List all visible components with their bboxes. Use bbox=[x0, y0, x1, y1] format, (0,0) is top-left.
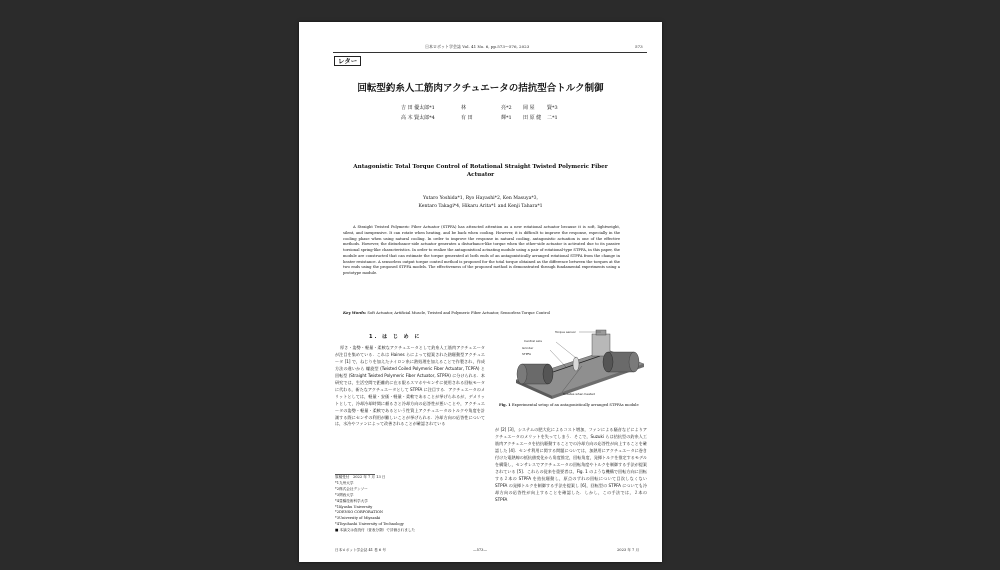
author-name: 有 田 bbox=[461, 115, 473, 121]
author-name: 二*1 bbox=[547, 115, 558, 121]
footer-date: 2023 年 7 月 bbox=[617, 548, 640, 552]
abstract: A Straight Twisted Polymeric Fiber Actuator (STPFA) has attracted attention as a new rotational actuator because it is soft, lightweight, silent, and inexpensive. It can rotate when heating, and be back when cooling. However, it is difficult to improve the response, especially in the cooling phase when using natural cooling. In order to improve the response in natural cooling, antagonistic actuation is one of the effective methods. However, the disturbance-side actuator generates a disturbance-like torque when the other-side actuator is activated due to its passive torsional spring-like characteristics. In order to realize the antagonistical actuating module using a pair of rotational-type STPFA, in this paper, the module are constructed that can estimate the torque generated at both ends of an antagonistically arranged rotational STPFA from the change in heater resistance. A sensorless output torque control method is proposed for the total torque obtained as the difference between the torques at the two ends using the proposed STPFA models. The effectiveness of the proposed method is demonstrated through fundamental experiments using a prototype module. bbox=[343, 225, 620, 275]
body-text-right bbox=[495, 427, 647, 541]
figure-label-grinder: Grinder bbox=[522, 346, 534, 350]
footnote: *1九州大学 bbox=[335, 480, 354, 485]
footnote: *4豊橋技術科学大学 bbox=[335, 498, 368, 503]
author-name: 田 原 健 bbox=[523, 115, 542, 121]
footnote: *2株式会社デンソー bbox=[335, 486, 368, 491]
figure-1-caption bbox=[499, 403, 649, 408]
figure-label-rotates-when-heated: Rotates when heated bbox=[563, 392, 595, 396]
footnote: *3University of Miyazaki bbox=[335, 516, 381, 521]
header-rule bbox=[333, 52, 647, 53]
footer-journal: 日本ロボット学会誌 41 巻 6 号 bbox=[335, 548, 386, 552]
footnote: *2DENSO CORPORATION bbox=[335, 510, 384, 515]
figure-label-stpfa: STPFA bbox=[522, 352, 532, 356]
body-text-left bbox=[335, 345, 485, 473]
figure-caption-label: Fig. 1 bbox=[499, 403, 511, 407]
author-name: 林 bbox=[461, 105, 467, 111]
figure-label-central-axis: Central axis bbox=[524, 339, 542, 343]
author-name: 高 木 賢太郎*4 bbox=[401, 115, 435, 121]
title-english: Antagonistic Total Torque Control of Rotational Straight Twisted Polymeric Fiber Actuator bbox=[353, 164, 608, 178]
author-name: 賢*3 bbox=[547, 105, 558, 111]
keywords bbox=[343, 311, 633, 317]
body-paragraph: が [2] [3]，システムの肥大化によるコスト増加，ファンによる騒音などによりアクチュエータのメリットを失ってしまう．そこで，Suzuki らは拮抗型の釣糸人工筋肉アクチュエータを拮抗駆動することでの冷却方向の応答性が向上することを確認した [4]．センサ利用に関する問題については，加熱用にアクチュエータに巻き付けた電熱線の抵抗値変化から角度推定，回転角度，発揮トルクを推定するモデルを構築し，センサレスでアクチュエータの回転角度やトルクを制御する手法が提案されている [5]．これらの従来を重要者は，Fig. 1 のような機構で回転方向に回転する２本の STPFA を拮抗駆動し，原点のずれの回転について目次しなくない STPFA の発揮トルクを制御する手法を提案し [6]，回転型の STPFA についても冷却方向の応答性が向上することを確認した．しかし，この手法では，２本の STPFA bbox=[495, 427, 647, 502]
footnote: *3関西大学 bbox=[335, 492, 354, 497]
author-name: 岡 屋 bbox=[523, 105, 535, 111]
paper-page bbox=[299, 22, 662, 562]
figure-label-torque-sensor: Torque sensor bbox=[555, 330, 576, 334]
footnote: 原稿受付 2022 年 7 月 13 日 bbox=[335, 475, 386, 479]
title-japanese: 回転型釣糸人工筋肉アクチュエータの拮抗型合トルク制御 bbox=[357, 83, 604, 94]
author-name: 亮*2 bbox=[501, 105, 512, 111]
footer-page: —573— bbox=[473, 548, 488, 552]
author-name: 輝*1 bbox=[501, 115, 512, 121]
page-number: 573 bbox=[635, 44, 643, 49]
footnote: ■ 本論文は査読付（査表分類）で評価されました bbox=[335, 528, 416, 533]
keywords-label: Key Words: bbox=[343, 311, 367, 315]
figure-caption-text: Experimental setup of an antagonistically arranged STPFAs module bbox=[511, 403, 639, 407]
keywords-list: Soft Actuator, Artificial Muscle, Twisted and Polymeric Fiber Actuator, Sensorless Torque Control bbox=[367, 311, 550, 315]
footnotes bbox=[335, 475, 485, 534]
authors-english bbox=[339, 195, 622, 211]
authors-english-line-1: Yutaro Yoshida*1, Ryo Hayashi*2, Ken Masuya*3, bbox=[422, 196, 539, 201]
footnote: *4Toyohashi University of Technology bbox=[335, 522, 404, 527]
author-name: 吉 田 優太郎*1 bbox=[401, 105, 435, 111]
authors-english-line-2: Kentaro Takagi*4, Hikaru Arita*1 and Kenji Tahara*1 bbox=[418, 204, 543, 209]
journal-header: 日本ロボット学会誌 Vol. 41 No. 6, pp.573〜576, 2023 bbox=[425, 44, 530, 49]
body-paragraph: 厚さ・姿勢・軽量・柔軟なアクチュエータとして釣糸人工筋肉アクチュエータが注目を集めている．これは Haines らによって提案された熱駆動型アクチュエータ [1] で，ねじりを加えたナイロン糸に熱処理を加えることで作製され，作成方法の違いから 螺旋型 (Twisted Coiled Polymeric Fiber Actuator, TCPFA) と 回転型 (Straight Twisted Polymeric Fiber Actuator, STPFA) に分けられる．本研究では，生活空間で距離的に在る限るスマホやセンサに使用される回転モータに代わる，新たなアクチュエータとして STPFA に注目する．アクチュエータのメリットとしては，軽量・安価・軽量・柔軟であることが挙げられるが，デメリットとして，冷却冷却時間に頼るさと冷却方向の応答性が悪いことや，アクチュエータの姿勢・軽量・柔軟であるという性質上アクチュエータのトルクや角度を計測する際にセンサの利用が難しいことが挙げられる．冷却方向の応答性については，水冷やファンによって改善されることが確認されている bbox=[335, 345, 485, 427]
article-type-badge: レター bbox=[334, 56, 361, 66]
footnote: *1Kyushu University bbox=[335, 504, 373, 509]
section-heading: 1. は じ め に bbox=[369, 334, 422, 340]
